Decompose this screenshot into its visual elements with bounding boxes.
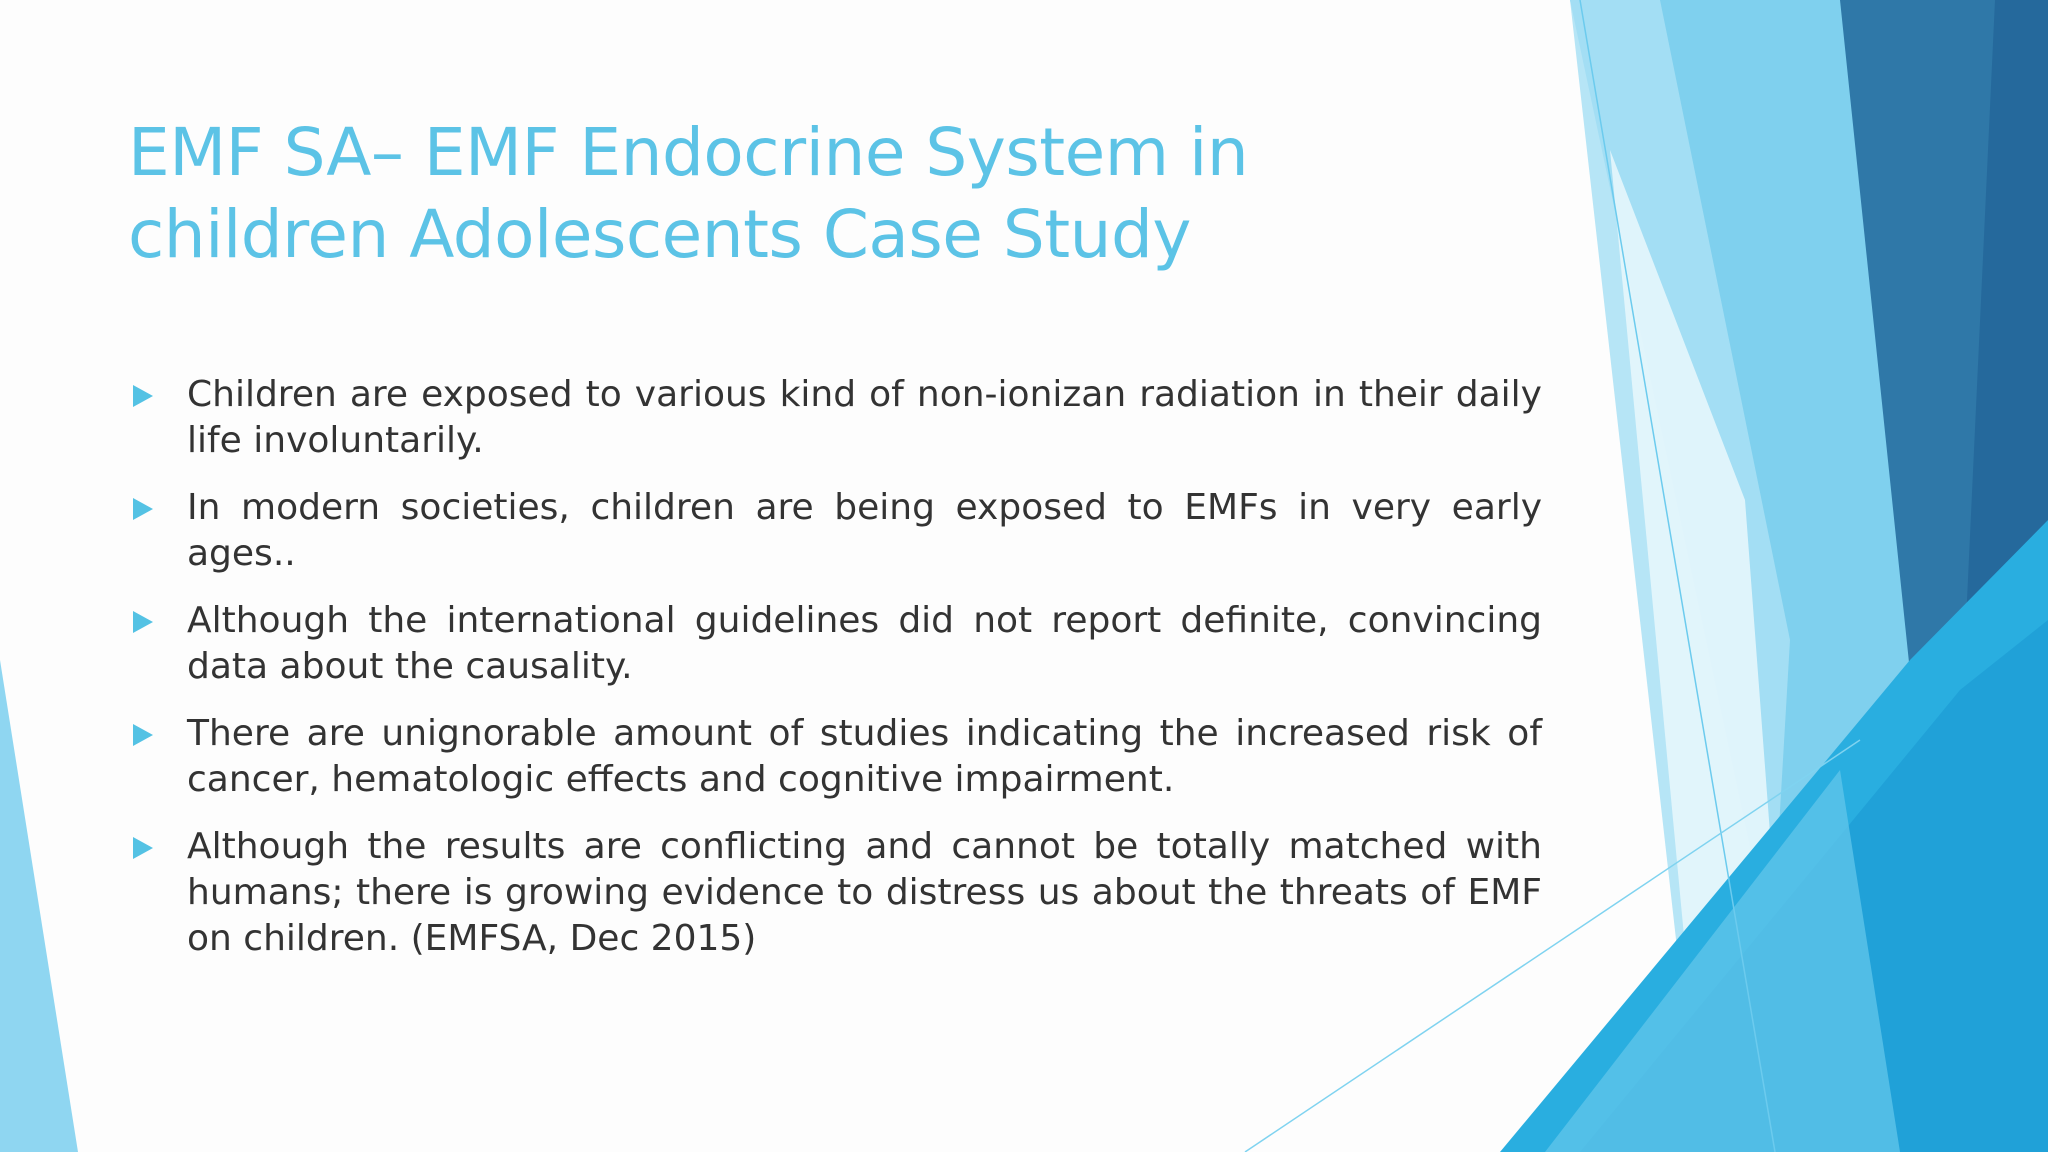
triangle-right-icon	[133, 837, 153, 859]
triangle-right-icon	[133, 724, 153, 746]
bullet-item	[130, 372, 1542, 464]
bullet-item	[130, 598, 1542, 690]
triangle-right-icon	[133, 611, 153, 633]
bullet-item	[130, 485, 1542, 577]
bullet-text: Children are exposed to various kind of non-ionizan radiation in their daily life involuntarily.	[187, 374, 1542, 461]
bullet-text: In modern societies, children are being exposed to EMFs in very early ages..	[187, 487, 1542, 574]
bullet-text: There are unignorable amount of studies indicating the increased risk of cancer, hematologic effects and cognitive impairment.	[187, 713, 1542, 800]
bullet-list	[130, 372, 1542, 983]
bullet-item	[130, 711, 1542, 803]
triangle-right-icon	[133, 385, 153, 407]
slide-title: EMF SA– EMF Endocrine System in children Adolescents Case Study	[128, 114, 1249, 273]
bullet-text: Although the results are conflicting and cannot be totally matched with humans; there is growing evidence to distress us about the threats of EMF on children. (EMFSA, Dec 2015)	[187, 826, 1542, 959]
left-edge-shape	[0, 660, 78, 1152]
bullet-text: Although the international guidelines did not report definite, convincing data about the causality.	[187, 600, 1542, 687]
triangle-right-icon	[133, 498, 153, 520]
bullet-item	[130, 824, 1542, 962]
